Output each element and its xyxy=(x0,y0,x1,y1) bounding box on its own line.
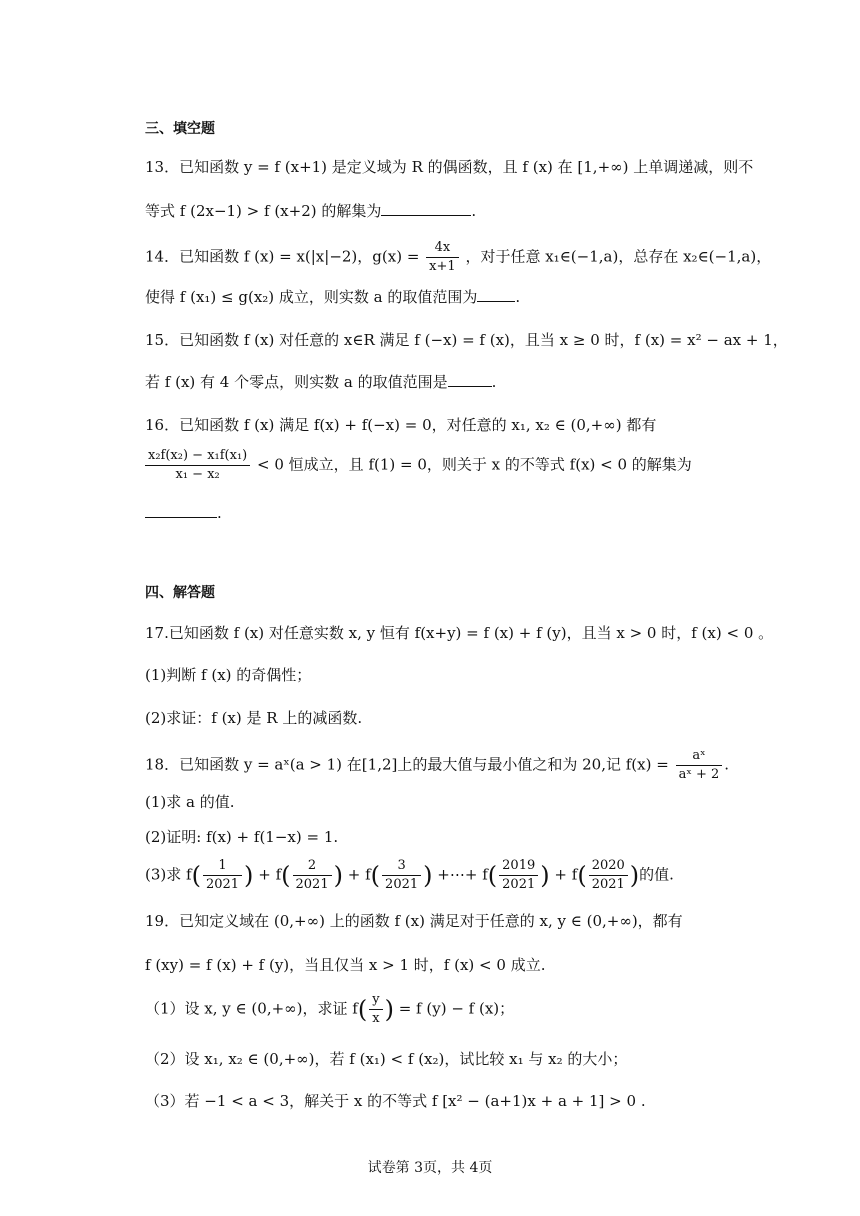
fraction xyxy=(426,240,459,275)
question-17-part-2: (2)求证：f (x) 是 R 上的减函数. xyxy=(145,709,363,727)
page-footer: 试卷第 3页，共 4页 xyxy=(367,1160,493,1176)
fraction-numerator: y xyxy=(369,992,382,1010)
fraction-denominator: 2021 xyxy=(502,877,536,892)
term-2-fraction xyxy=(293,858,332,893)
question-16-end: . xyxy=(217,504,222,522)
plus-sign: + xyxy=(258,865,271,884)
question-15-line-1: 15．已知函数 f (x) 对任意的 x∈R 满足 f (−x) = f (x)，且当 x ≥ 0 时，f (x) = x² − ax + 1， xyxy=(145,331,788,349)
fraction-denominator: x₁ − x₂ xyxy=(175,467,220,482)
part-1-text: （1）设 x, y ∈ (0,+∞)，求证 f xyxy=(145,999,358,1018)
fraction xyxy=(369,992,382,1027)
question-15-text: 若 f (x) 有 4 个零点，则实数 a 的取值范围是 xyxy=(145,373,448,391)
answer-blank xyxy=(381,201,471,216)
question-18-text: 18．已知函数 y = aˣ(a > 1) 在[1,2]上的最大值与最小值之和为 20,记 f(x) = xyxy=(145,755,669,774)
plus-sign: + xyxy=(347,865,361,884)
function-symbol: f xyxy=(482,865,488,884)
fraction-denominator: 2021 xyxy=(385,877,419,892)
question-18-line-1 xyxy=(145,748,729,783)
right-paren: ) xyxy=(244,861,254,890)
right-paren: ) xyxy=(333,861,343,890)
fraction-denominator: 2021 xyxy=(205,877,240,892)
question-13-line-1: 13．已知函数 y = f (x+1) 是定义域为 R 的偶函数，且 f (x) 在 [1,+∞) 上单调递减，则不 xyxy=(145,158,754,176)
left-paren: ( xyxy=(487,861,498,890)
question-16-text: < 0 恒成立，且 f(1) = 0，则关于 x 的不等式 f(x) < 0 的解集为 xyxy=(257,455,692,474)
question-16-line-2 xyxy=(145,448,692,483)
fraction-denominator: x xyxy=(372,1011,380,1026)
question-19-part-1 xyxy=(145,992,514,1027)
fraction-numerator: aˣ xyxy=(676,748,723,766)
fraction-numerator: 2020 xyxy=(589,858,628,876)
left-paren: ( xyxy=(281,861,291,890)
question-13-line-2 xyxy=(145,200,476,222)
question-14-text-2: 使得 f (x₁) ≤ g(x₂) 成立，则实数 a 的取值范围为 xyxy=(145,288,478,306)
term-1-fraction xyxy=(203,858,242,893)
fraction-denominator: 2021 xyxy=(295,877,329,892)
right-paren: ) xyxy=(629,861,640,890)
question-19-part-2: （2）设 x₁, x₂ ∈ (0,+∞)，若 f (x₁) < f (x₂)，试比较 x₁ 与 x₂ 的大小； xyxy=(145,1050,628,1068)
question-17-part-1: (1)判断 f (x) 的奇偶性； xyxy=(145,666,312,684)
question-19-line-2: f (xy) = f (x) + f (y)，当且仅当 x > 1 时，f (x) < 0 成立. xyxy=(145,956,546,974)
fraction-numerator: 1 xyxy=(203,858,242,876)
question-14-end: . xyxy=(515,288,521,306)
fraction-denominator: aˣ + 2 xyxy=(678,767,720,782)
section-title-fill-in: 三、填空题 xyxy=(145,121,215,137)
function-symbol: f xyxy=(571,865,578,884)
fraction-numerator: x₂f(x₂) − x₁f(x₁) xyxy=(145,448,250,466)
question-17-line-1: 17.已知函数 f (x) 对任意实数 x, y 恒有 f(x+y) = f (x) + f (y)，且当 x > 0 时，f (x) < 0 。 xyxy=(145,624,774,642)
part-1-text-cont: = f (y) − f (x)； xyxy=(398,999,515,1018)
answer-blank xyxy=(477,287,515,302)
term-2020-fraction xyxy=(589,858,628,893)
question-14-line-1 xyxy=(145,240,771,275)
fraction-denominator: x+1 xyxy=(429,259,456,274)
term-2019-fraction xyxy=(499,858,538,893)
function-symbol: f xyxy=(365,865,371,884)
question-13-text: 等式 f (2x−1) > f (x+2) 的解集为 xyxy=(145,202,382,220)
question-14-text: 14．已知函数 f (x) = x(|x|−2)，g(x) = xyxy=(145,247,420,266)
question-18-part-2: (2)证明: f(x) + f(1−x) = 1. xyxy=(145,828,339,846)
function-symbol: f xyxy=(275,865,282,884)
fraction-numerator: 2 xyxy=(293,858,332,876)
right-paren: ) xyxy=(384,995,394,1024)
fraction-numerator: 2019 xyxy=(499,858,538,876)
term-3-fraction xyxy=(382,858,421,893)
question-15-end: . xyxy=(491,373,497,391)
answer-blank xyxy=(448,372,492,387)
question-18-part-1: (1)求 a 的值. xyxy=(145,793,235,811)
question-15-line-2 xyxy=(145,371,496,393)
left-paren: ( xyxy=(357,995,368,1024)
left-paren: ( xyxy=(577,861,587,890)
fraction-denominator: 2021 xyxy=(591,877,625,892)
part-3-label: (3)求 f xyxy=(145,865,192,884)
question-14-line-2 xyxy=(145,286,520,308)
answer-blank xyxy=(145,503,217,518)
question-16-line-3 xyxy=(145,502,222,524)
left-paren: ( xyxy=(191,861,201,890)
question-14-text-cont: ，对于任意 x₁∈(−1,a)，总存在 x₂∈(−1,a)， xyxy=(465,247,772,266)
ellipsis: +⋯+ xyxy=(437,865,478,884)
section-title-solutions: 四、解答题 xyxy=(145,585,215,601)
plus-sign: + xyxy=(554,865,567,884)
fraction-numerator: 4x xyxy=(426,240,459,258)
left-paren: ( xyxy=(370,861,381,890)
right-paren: ) xyxy=(423,861,433,890)
question-18-end: 的值. xyxy=(639,865,674,884)
fraction xyxy=(676,748,723,783)
fraction-numerator: 3 xyxy=(382,858,421,876)
question-19-part-3: （3）若 −1 < a < 3，解关于 x 的不等式 f [x² − (a+1)x + a + 1] > 0 . xyxy=(145,1092,646,1110)
question-13-end: . xyxy=(471,202,477,220)
question-19-line-1: 19．已知定义域在 (0,+∞) 上的函数 f (x) 满足对于任意的 x, y ∈ (0,+∞)，都有 xyxy=(145,912,683,930)
question-18-part-3 xyxy=(145,858,674,893)
question-16-line-1: 16．已知函数 f (x) 满足 f(x) + f(−x) = 0，对任意的 x₁, x₂ ∈ (0,+∞) 都有 xyxy=(145,416,657,434)
question-18-end: . xyxy=(724,755,730,774)
right-paren: ) xyxy=(540,861,550,890)
fraction xyxy=(145,448,250,483)
